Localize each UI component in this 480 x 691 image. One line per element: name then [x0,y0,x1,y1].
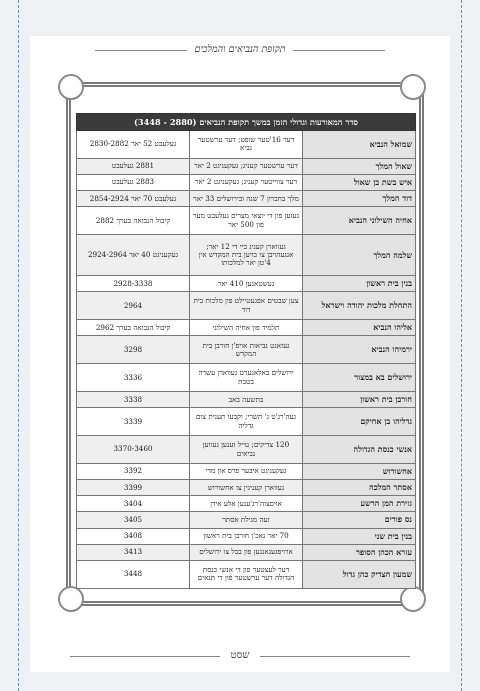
table-row [77,436,416,464]
date-cell: 3392 [77,463,190,479]
desc-cell: געווארן קעניג ביי די 12 יאר; אנגעהויבן צו בויען בית המקדש אין 4'טן יאר למלכותו [190,235,303,276]
table-row [77,131,416,159]
date-cell: 3448 [77,560,190,588]
table-row [77,276,416,292]
table-row [77,560,416,588]
date-cell: געלעבט 70 יאר 2854-2924 [77,191,190,207]
table-row [77,408,416,436]
desc-cell: דער צווייטער קעניג; געקעניגט 2 יאר [190,175,303,191]
name-cell: בנין בית ראשון [303,276,416,292]
date-cell: 3370-3460 [77,436,190,464]
name-cell: שמעון הצדיק כהן גדול [303,560,416,588]
timeline-table-wrap [76,113,416,589]
name-cell: שאול המלך [303,158,416,174]
desc-cell: געווארן קעניגין צו אחשורוש [190,480,303,496]
desc-cell: געזען פון די יוצאי מצרים געלעבט מער פון 500 יאר [190,207,303,235]
table-row [77,528,416,544]
date-cell: 3298 [77,336,190,364]
frame-corner-ornament [58,586,84,612]
name-cell: איש בשת בן שאול [303,175,416,191]
table-row [77,207,416,235]
name-cell: נס פורים [303,512,416,528]
table-row [77,158,416,174]
date-cell: קיבול הנבואה בערך 2882 [77,207,190,235]
name-cell: גזירת המן הרשע [303,496,416,512]
desc-cell: 120 צדיקים; טייל זענען געווען נביאים [190,436,303,464]
desc-cell: זעה מגילת אסתר [190,512,303,528]
left-cut-line [18,0,19,691]
desc-cell: ארויפגעגאנגען פון בבל צו ירושלים [190,544,303,560]
table-row [77,544,416,560]
date-cell: 2883 געלעבט [77,175,190,191]
date-cell: 2881 געלעבט [77,158,190,174]
name-cell: אסתר המלכה [303,480,416,496]
name-cell: אחיה השילוני הנביא [303,207,416,235]
desc-cell: געשטאנען 410 יאר [190,276,303,292]
frame-corner-ornament [400,586,426,612]
table-row [77,364,416,392]
table-row [77,480,416,496]
date-cell: 3413 [77,544,190,560]
date-cell: 3408 [77,528,190,544]
name-cell: אחשורוש [303,463,416,479]
name-cell: אליהו הנביא [303,320,416,336]
table-row [77,463,416,479]
running-head: תקופת הנביאים והמלכים [194,44,286,55]
date-cell: 3404 [77,496,190,512]
desc-cell: געקעניגט איבער פרס און מדי [190,463,303,479]
desc-cell: געזאגט נביאות אויפ'ן חורבן בית המקדש [190,336,303,364]
desc-cell: אויסצוה'רג'ענען אלע אידן [190,496,303,512]
name-cell: גדליהו בן אחיקם [303,408,416,436]
table-row [77,235,416,276]
desc-cell: ירושלים באלאגערט געווארן עשרה בטבת [190,364,303,392]
desc-cell: צען שבטים אפגעטיילט פון מלכות בית דוד [190,292,303,320]
frame-corner-ornament [400,74,426,100]
timeline-table [76,113,416,589]
desc-cell: מלך בחברון 7 שנה ובירושלים 33 יאר [190,191,303,207]
table-row [77,320,416,336]
name-cell: שלמה המלך [303,235,416,276]
desc-cell: 70 יאר נאכ'ן חורבן בית ראשון [190,528,303,544]
desc-cell: תלמיד פון אחיה השילוני [190,320,303,336]
date-cell: 2928-3338 [77,276,190,292]
table-row [77,496,416,512]
desc-cell: דער לעצטער פון די אנשי כנסת הגדולה דער ערשטער פון די תנאים [190,560,303,588]
right-cut-line [461,0,462,691]
table-title: סדר המאורעות וגדולי הזמן במשך תקופת הנביאים (2880 - 3448) [77,114,416,131]
name-cell: עזרא הכהן הסופר [303,544,416,560]
date-cell: 3339 [77,408,190,436]
name-cell: התחלת מלכות יהודה וישראל [303,292,416,320]
date-cell: 2964 [77,292,190,320]
date-cell: 3338 [77,392,190,408]
table-row [77,392,416,408]
name-cell: ירמיהו הנביא [303,336,416,364]
name-cell: בנין בית שני [303,528,416,544]
date-cell: קיבול הנבואה בערך 2962 [77,320,190,336]
table-row [77,512,416,528]
desc-cell: געה'רג'ט ג' תשרי; וקבעו תענית צום גדליה [190,408,303,436]
date-cell: געלעבט 52 יאר 2830-2882 [77,131,190,159]
desc-cell: בתשעה באב [190,392,303,408]
date-cell: געקעניגט 40 יאר 2924-2964 [77,235,190,276]
name-cell: שמואל הנביא [303,131,416,159]
date-cell: 3405 [77,512,190,528]
table-row [77,336,416,364]
table-row [77,292,416,320]
page-number: שסט [230,650,250,661]
name-cell: דוד המלך [303,191,416,207]
frame-corner-ornament [58,74,84,100]
date-cell: 3336 [77,364,190,392]
table-row [77,191,416,207]
name-cell: ירושלים בא במצור [303,364,416,392]
desc-cell: דער ערשטער קעניג; געקעניגט 2 יאר [190,158,303,174]
name-cell: אנשי כנסת הגדולה [303,436,416,464]
date-cell: 3399 [77,480,190,496]
name-cell: חורבן בית ראשון [303,392,416,408]
table-row [77,175,416,191]
desc-cell: דער 16'טער שופט; דער ערשטער נביא [190,131,303,159]
